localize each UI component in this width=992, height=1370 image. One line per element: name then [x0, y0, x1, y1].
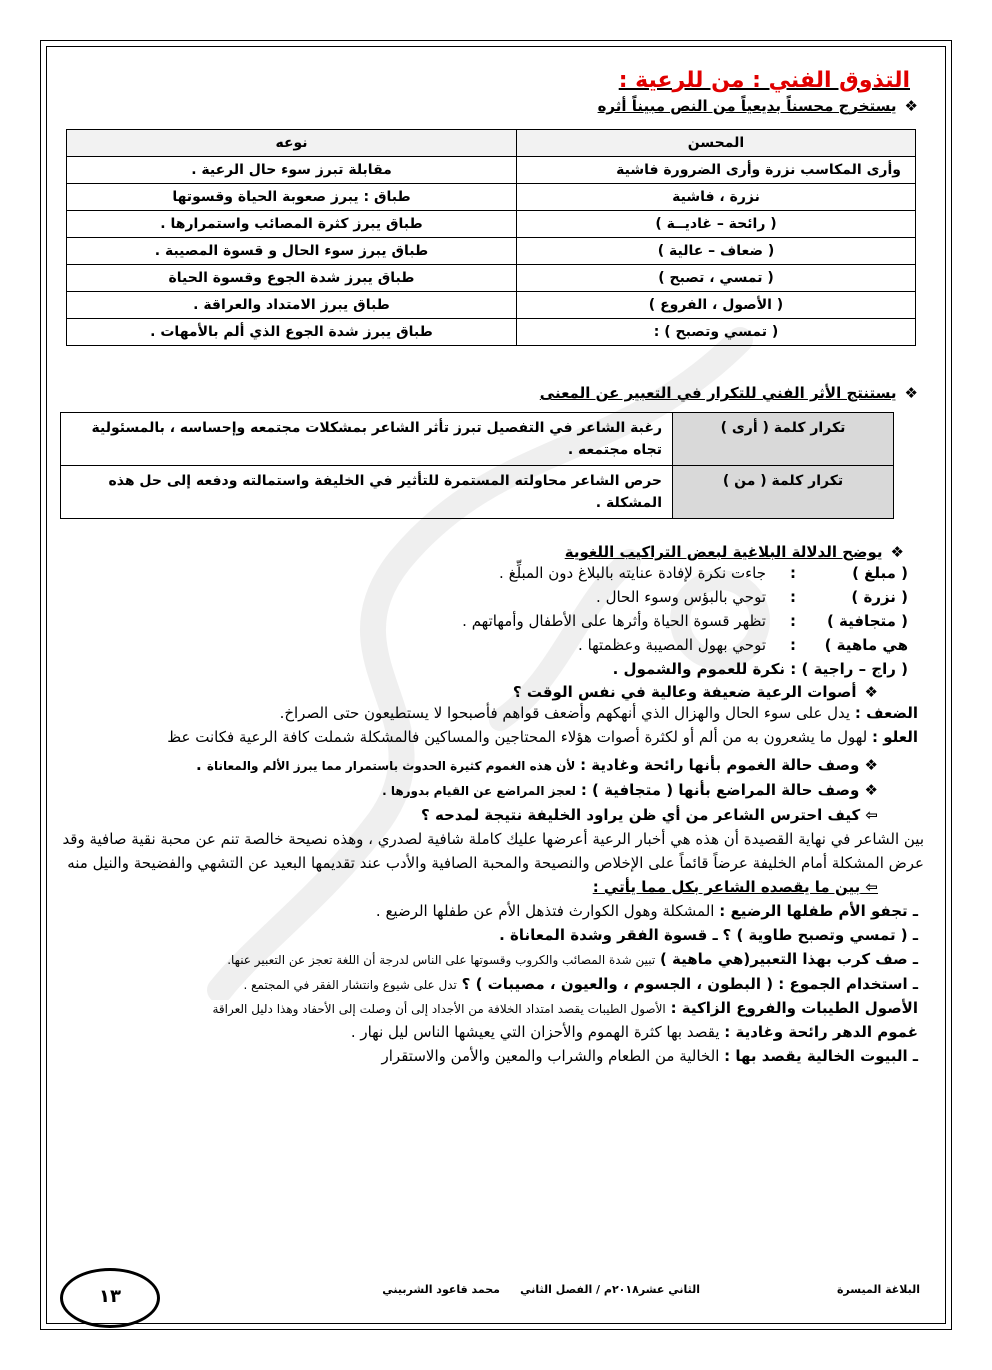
section6-question: ⇦ بين ما يقصده الشاعر بكل مما يأتي :: [592, 878, 878, 896]
weak-paragraph: الضعف : يدل على سوء الحال والهزال الذي أنهكهم وأضعف قواهم فأصبحوا لا يستطيعون حتى الصراخ.: [279, 704, 918, 722]
list-item: غموم الدهر رائحة وغادية : يقصد بها كثرة الهموم والأحزان التي يعيشها الناس ليل نهار .: [350, 1023, 918, 1041]
desc-item: ❖ وصف حالة المراضع بأنها ( متجافية ) : لعجز المراضع عن القيام بدورها .: [382, 781, 878, 799]
table-row: [67, 265, 916, 292]
table-row: [67, 319, 916, 346]
table-header-row: [67, 130, 916, 157]
list-item: ـ البيوت الخالية يقصد بها : الخالية من الطعام والشراب والمعين والأمن والاستقرار: [381, 1047, 918, 1065]
table-cell: مقابلة تبرز سوء حال الرعية .: [67, 157, 517, 184]
header-device: المحسن: [517, 130, 916, 157]
connotation-list: [58, 561, 908, 681]
table-cell: طباق يبرز سوء الحال و قسوة المصيبة .: [67, 238, 517, 265]
diamond-bullet-icon: ❖: [859, 756, 878, 774]
table-row: [67, 157, 916, 184]
table-cell: تكرار كلمة ( أرى ): [673, 413, 894, 466]
table-cell: تكرار كلمة ( من ): [673, 466, 894, 519]
list-item: ـ صف كرب بهذا التعبير(هي ماهية ) تبين شدة المصائب والكروب وقسوتها على الناس لدرجة أن اللغة تعجز عن التعبير عنها.: [227, 950, 918, 968]
diamond-bullet-icon: ❖: [904, 384, 918, 402]
list-item: ـ ( تمسي وتصبح طاوية ) ؟ ـ قسوة الفقر وشدة المعاناة .: [499, 926, 918, 944]
high-paragraph: العلو : لهول ما يشعرون به من ألم أو لكثرة أصوات هؤلاء المحتاجين والمساكين فالمشكلة شملت كافة الرعية فكانت عظ: [167, 728, 918, 746]
table-cell: رغبة الشاعر في التفصيل تبرز تأثر الشاعر بمشكلات مجتمعه وإحساسه ، بالمسئولية تجاه مجتمعه .: [61, 413, 673, 466]
section5-question: ⇦ كيف احترس الشاعر من أي ظن يراود الخليفة نتيجة لمدحه ؟: [421, 806, 878, 824]
table-cell: طباق يبرز كثرة المصائب واستمرارها .: [67, 211, 517, 238]
list-item: هي ماهية ):توحي بهول المصيبة وعظمتها .: [578, 636, 908, 654]
footer-author: محمد قاعود الشربيني: [382, 1283, 500, 1296]
meaning-list: [58, 899, 918, 1068]
footer-term: الثاني عشر٢٠١٨م / الفصل الثاني: [520, 1283, 700, 1296]
page-number: ١٣: [60, 1268, 160, 1328]
table-row: [61, 466, 894, 519]
page-title: التذوق الفني : من للرعية :: [618, 68, 910, 93]
table-cell: وأرى المكاسب نزرة وأرى الضرورة فاشية: [517, 157, 916, 184]
list-item: ( مبلغ ):جاءت نكرة لإفادة عنايته بالبلاغ دون المبلِّغ .: [499, 564, 908, 582]
header-type: نوعه: [67, 130, 517, 157]
table-cell: طباق : يبرز صعوبة الحياة وقسوتها: [67, 184, 517, 211]
desc-item: ❖ وصف حالة الغموم بأنها رائحة وغادية : لأن هذه الغموم كثيرة الحدوث باستمرار مما يبرز الألم والمعاناة .: [195, 756, 878, 774]
page-content: [58, 68, 924, 1068]
table-cell: طباق يبرز شدة الجوع الذي ألم بالأمهات .: [67, 319, 517, 346]
footer-book: البلاغة الميسرة: [836, 1283, 920, 1296]
table-row: [67, 211, 916, 238]
hand-pointer-icon: ⇦: [860, 806, 878, 824]
table-row: [67, 292, 916, 319]
table-cell: طباق يبرز شدة الجوع وقسوة الحياة: [67, 265, 517, 292]
table-cell: نزرة ، فاشية: [517, 184, 916, 211]
section1-question: ❖يستخرج محسناً بديعياً من النص مبيناً أثره: [597, 97, 918, 115]
section2-question: ❖يستنتج الأثر الفني للتكرار في التعبير عن المعنى: [539, 384, 918, 402]
repetition-table: [60, 412, 894, 519]
devices-table: [66, 129, 916, 346]
list-item: ـ تجفو الأم طفلها الرضيع : المشكلة وهول الكوارث فتذهل الأم عن طفلها الرضيع .: [375, 902, 918, 920]
table-cell: حرص الشاعر محاولته المستمرة للتأثير في الخليفة واستمالته ودفعه إلى حل هذه المشكلة .: [61, 466, 673, 519]
list-item: ( نزرة ):توحي بالبؤس وسوء الحال .: [596, 588, 908, 606]
list-item: الأصول الطيبات والفروع الزاكية : الأصول الطيبات يقصد امتداد الخلافة من الأجداد إلى أن وصلت إلى الأحفاد وهذا دليل العراقة: [212, 999, 918, 1017]
list-item: ـ استخدام الجموع : ( البطون ، الجسوم ، والعيون ، مصيبات ) ؟ تدل على شيوع وانتشار الفقر في المجتمع .: [243, 975, 918, 993]
diamond-bullet-icon: ❖: [890, 543, 904, 561]
table-row: [67, 238, 916, 265]
table-cell: ( رائحة – غاديــة ): [517, 211, 916, 238]
table-row: [61, 413, 894, 466]
table-cell: ( الأصول ، الفروع ): [517, 292, 916, 319]
section3-question: ❖يوضح الدلالة البلاغية لبعض التراكيب اللغوية: [564, 543, 904, 561]
table-cell: ( تمسي وتصبح ) :: [517, 319, 916, 346]
diamond-bullet-icon: ❖: [864, 683, 878, 701]
table-cell: ( ضعاف – عالية ): [517, 238, 916, 265]
section5-answer: بين الشاعر في نهاية القصيدة أن هذه هي أخبار الرعية أعرضها عليك كاملة شافية لصدري ، وهذه نصيحة خالصة تنم عن محبة نقية صافية وقد عرض المشكلة أمام الخليفة عرضاً قائماً على الإخلاص والنصيحة والمحبة الصافية والأدب عند تقديمها البعيد عن التشهي والفضيحة والنيل منه: [62, 830, 924, 872]
list-item: ( راج – راجية ) : نكرة للعموم والشمول .: [612, 660, 908, 678]
table-row: [67, 184, 916, 211]
diamond-bullet-icon: ❖: [904, 97, 918, 115]
table-cell: ( تمسي ، تصبح ): [517, 265, 916, 292]
table-cell: طباق يبرز الامتداد والعراقة .: [67, 292, 517, 319]
diamond-bullet-icon: ❖: [859, 781, 878, 799]
hand-pointer-icon: ⇦: [860, 878, 878, 896]
list-item: ( متجافية ):تظهر قسوة الحياة وأثرها على الأطفال وأمهاتهم .: [462, 612, 908, 630]
section4-question: ❖أصوات الرعية ضعيفة وعالية في نفس الوقت ؟: [512, 683, 878, 701]
